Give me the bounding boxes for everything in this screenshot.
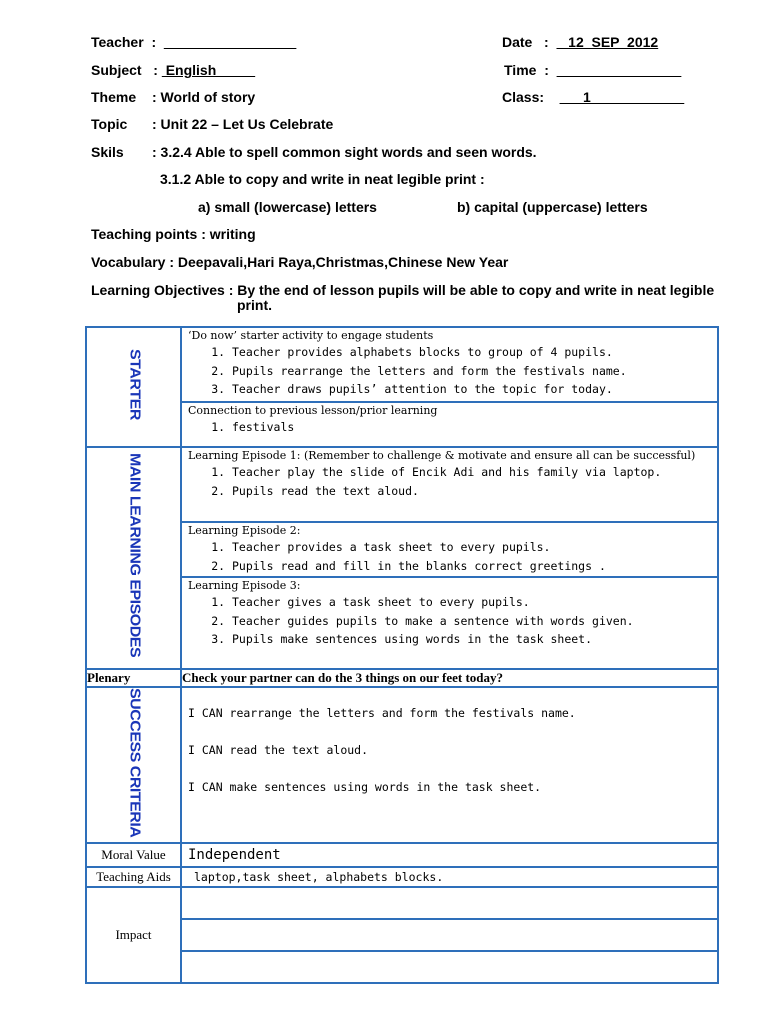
episode-2-cell xyxy=(181,522,718,577)
impact-row xyxy=(181,951,718,983)
time-label: Time xyxy=(504,62,537,78)
moral-label: Moral Value xyxy=(86,843,181,867)
success-label: SUCCESS CRITERIA xyxy=(126,688,142,838)
aids-value: laptop,task sheet, alphabets blocks. xyxy=(181,867,718,887)
subject-row: Subject : English xyxy=(91,62,256,78)
skill-2b: b) capital (uppercase) letters xyxy=(457,199,648,215)
date-label: Date xyxy=(502,34,533,50)
date-row: Date : 12 SEP 2012 xyxy=(502,34,659,50)
theme-value: : World of story xyxy=(152,89,256,105)
episode-1-caption: Learning Episode 1: (Remember to challenge & motivate and ensure all can be successful) xyxy=(188,449,696,462)
main-label-cell xyxy=(86,447,181,669)
list-item: 1. Teacher play the slide of Encik Adi and his family via laptop. xyxy=(232,463,717,482)
vocabulary: Vocabulary : Deepavali,Hari Raya,Christmas,Chinese New Year xyxy=(91,254,509,270)
subject-label: Subject xyxy=(91,62,142,78)
episode-2-caption: Learning Episode 2: xyxy=(188,524,301,537)
list-item: 1. Teacher provides a task sheet to every pupils. xyxy=(232,538,717,557)
topic-label: Topic xyxy=(91,116,128,132)
success-item: I CAN rearrange the letters and form the festivals name. xyxy=(188,706,576,720)
list-item: 1. Teacher provides alphabets blocks to group of 4 pupils. xyxy=(232,343,717,362)
episode-3-caption: Learning Episode 3: xyxy=(188,579,301,592)
subject-value: English xyxy=(161,62,256,78)
lesson-plan-table xyxy=(85,326,719,984)
success-cell xyxy=(181,687,718,843)
impact-row xyxy=(181,919,718,951)
date-value: 12 SEP 2012 xyxy=(556,34,659,50)
skill-2: 3.1.2 Able to copy and write in neat legible print : xyxy=(160,171,485,187)
episode-2-list xyxy=(182,538,717,575)
success-item: I CAN read the text aloud. xyxy=(188,743,369,757)
objectives-line2: print. xyxy=(237,297,272,313)
time-row: Time : ________________ xyxy=(504,62,682,78)
list-item: 2. Pupils rearrange the letters and form the festivals name. xyxy=(232,362,717,381)
list-item: 3. Teacher draws pupils’ attention to the topic for today. xyxy=(232,380,717,399)
objectives-line1: Learning Objectives : By the end of lesson pupils will be able to copy and write in neat legible xyxy=(91,282,715,298)
class-row xyxy=(502,89,684,106)
list-item: 3. Pupils make sentences using words in the task sheet. xyxy=(232,630,717,649)
topic-value: : Unit 22 – Let Us Celebrate xyxy=(152,116,334,132)
list-item: 2. Pupils read and fill in the blanks correct greetings . xyxy=(232,557,717,576)
list-item: 1. Teacher gives a task sheet to every pupils. xyxy=(232,593,717,612)
teaching-points: Teaching points : writing xyxy=(91,226,256,242)
moral-value: Independent xyxy=(181,843,718,867)
success-list xyxy=(182,688,717,817)
aids-label: Teaching Aids xyxy=(86,867,181,887)
starter-label-cell xyxy=(86,327,181,447)
class-value: ___1____________ xyxy=(559,89,685,105)
connection-cell xyxy=(181,402,718,447)
success-item: I CAN make sentences using words in the task sheet. xyxy=(188,780,542,794)
theme-row xyxy=(91,89,136,106)
episode-1-cell xyxy=(181,447,718,522)
success-label-cell xyxy=(86,687,181,843)
class-label: Class: xyxy=(502,89,545,105)
do-now-list xyxy=(182,343,717,399)
plenary-text: Check your partner can do the 3 things on our feet today? xyxy=(181,669,718,687)
time-value: ________________ xyxy=(556,62,682,78)
teacher-value: _________________ xyxy=(163,34,297,50)
episode-1-list xyxy=(182,463,717,500)
impact-label: Impact xyxy=(86,887,181,983)
skills-label: Skils xyxy=(91,144,124,160)
teacher-label: Teacher xyxy=(91,34,144,50)
starter-label: STARTER xyxy=(126,349,142,420)
connection-list xyxy=(182,418,717,437)
plenary-label: Plenary xyxy=(86,669,181,687)
list-item: 1. festivals xyxy=(232,418,717,437)
do-now-caption: ‘Do now’ starter activity to engage students xyxy=(188,329,434,342)
connection-caption: Connection to previous lesson/prior learning xyxy=(188,404,438,417)
list-item: 2. Teacher guides pupils to make a sentence with words given. xyxy=(232,612,717,631)
skill-2a: a) small (lowercase) letters xyxy=(198,199,377,215)
teacher-row: Teacher : _________________ xyxy=(91,34,297,50)
episode-3-cell xyxy=(181,577,718,669)
do-now-cell xyxy=(181,327,718,402)
skill-1: : 3.2.4 Able to spell common sight words and seen words. xyxy=(152,144,537,160)
theme-label: Theme xyxy=(91,89,137,105)
list-item: 2. Pupils read the text aloud. xyxy=(232,482,717,501)
impact-row xyxy=(181,887,718,919)
episode-3-list xyxy=(182,593,717,649)
main-label: MAIN LEARNING EPISODES xyxy=(126,453,142,658)
